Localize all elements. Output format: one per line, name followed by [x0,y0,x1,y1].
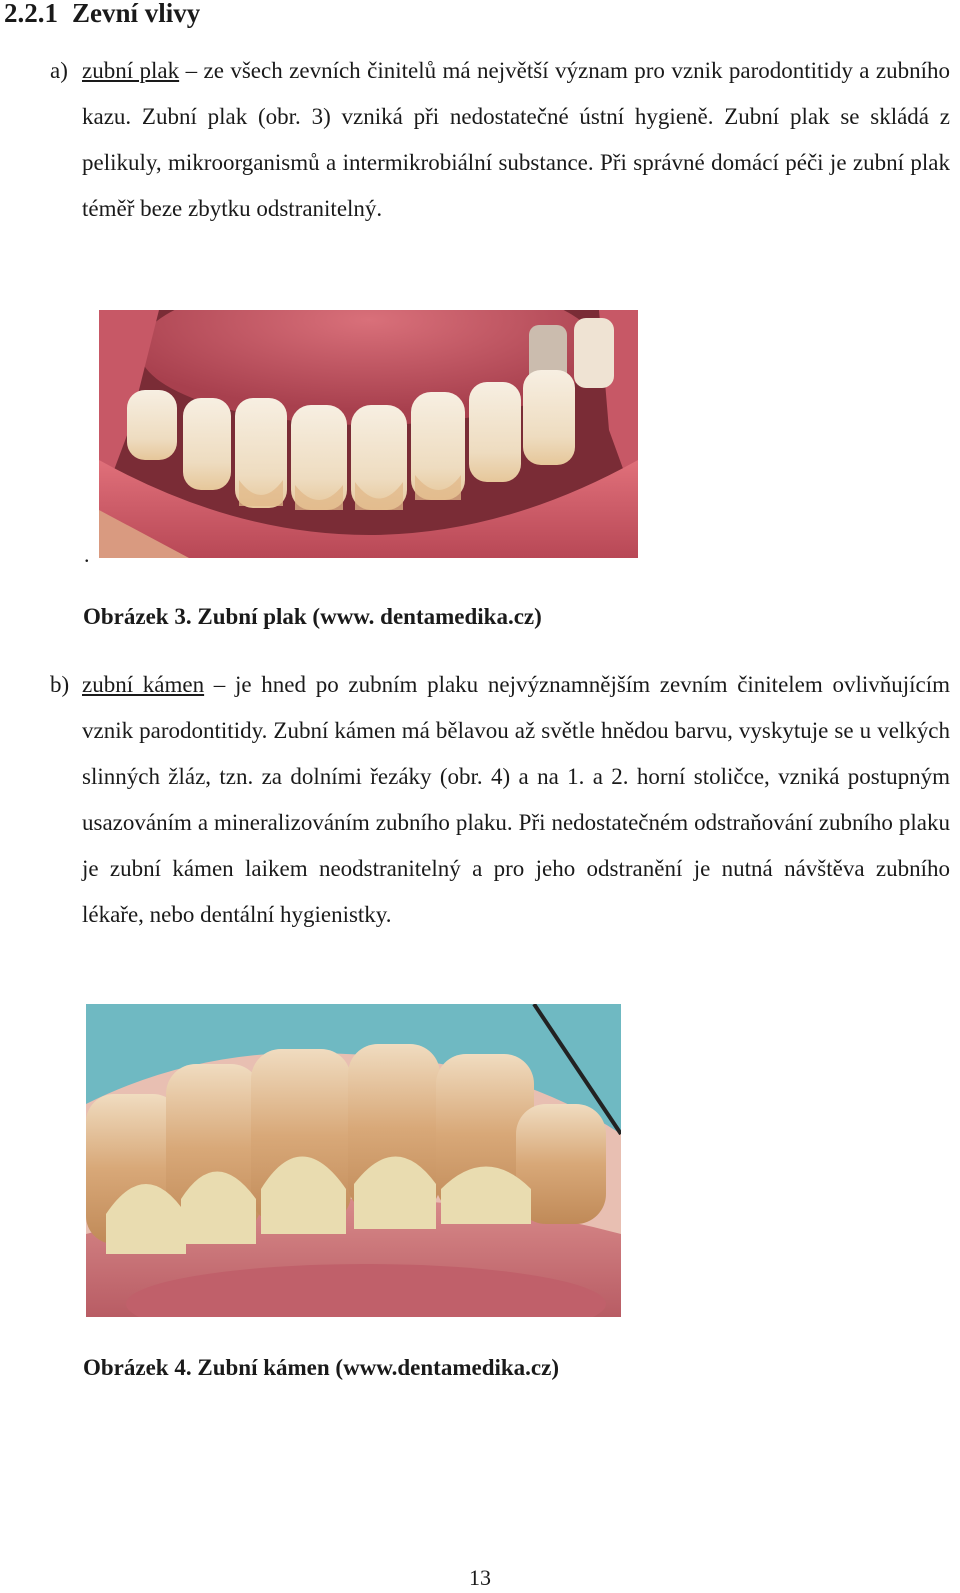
figure-dental-calculus-photo [86,1004,621,1317]
paragraph-b [82,662,950,938]
section-title: Zevní vlivy [72,0,201,28]
figure-4-caption: Obrázek 4. Zubní kámen (www.dentamedika.cz) [83,1355,559,1380]
page-number: 13 [469,1565,491,1590]
list-marker-b: b) [50,672,70,697]
term-zubni-plak: zubní plak [82,58,180,83]
list-marker-a: a) [50,58,68,83]
figure-dental-plaque-photo [99,310,638,558]
section-number: 2.2.1 [4,0,58,28]
list-item-b [50,662,950,938]
section-heading [4,0,200,29]
term-zubni-kamen: zubní kámen [82,672,205,697]
list-item-a [50,48,950,232]
stray-mark: . [84,542,90,567]
paragraph-b-text: – je hned po zubním plaku nejvýznamnějším zevním činitelem ovlivňujícím vznik parodontitidy. Zubní kámen má bělavou až světle hnědou barvu, vyskytuje se u velkých slinných žláz, tzn. za dolními řezáky (obr. 4) a na 1. a 2. horní stoličce, vzniká postupným usazováním a mineralizováním zubního plaku. Při nedostatečném odstraňování zubního plaku je zubní kámen laikem neodstranitelný a pro jeho odstranění je nutná návštěva zubního lékaře, nebo dentální hygienistky. [82,672,951,927]
paragraph-a [82,48,950,232]
figure-3-caption: Obrázek 3. Zubní plak (www. dentamedika.cz) [83,604,542,629]
paragraph-a-text: – ze všech zevních činitelů má největší význam pro vznik parodontitidy a zubního kazu. Zubní plak (obr. 3) vzniká při nedostatečné ústní hygieně. Zubní plak se skládá z pelikuly, mikroorganismů a intermikrobiální substance. Při správné domácí péči je zubní plak téměř beze zbytku odstranitelný. [82,58,950,221]
